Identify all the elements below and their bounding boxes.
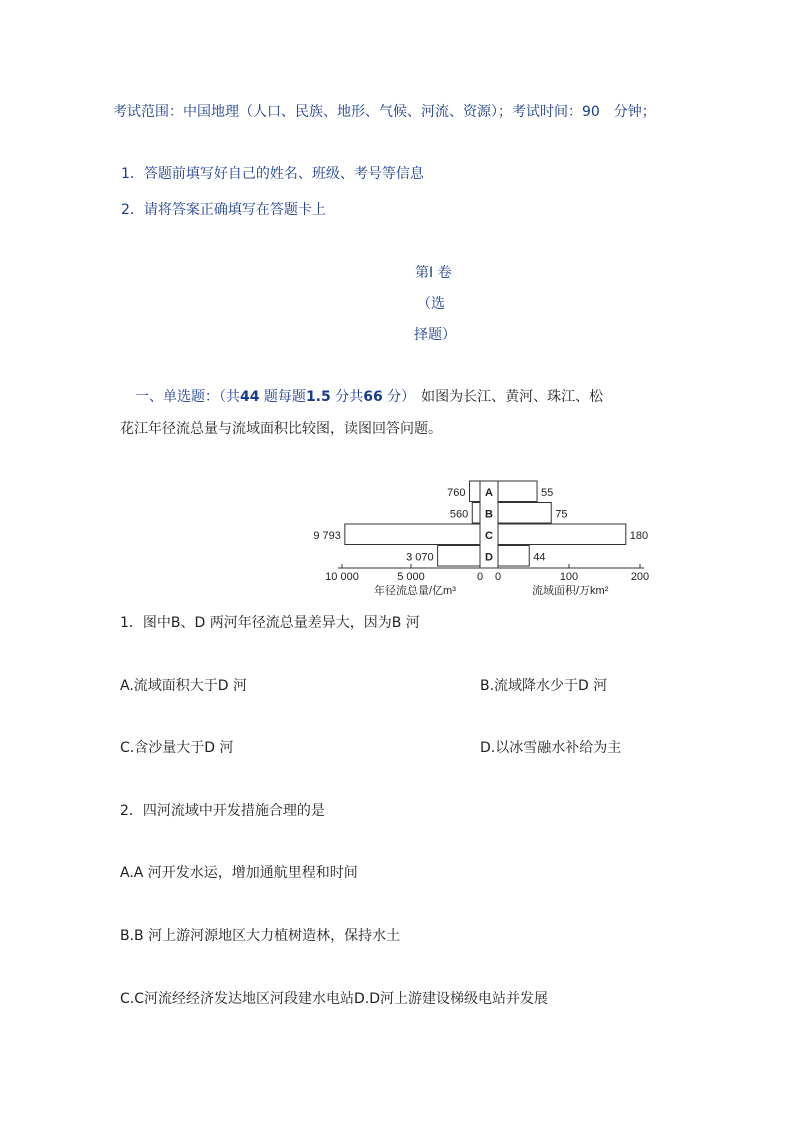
right-tick-label: 0	[494, 571, 502, 583]
runoff-bar-B	[472, 503, 480, 524]
exam-scope-header: 考试范围：中国地理（人口、民族、地形、气候、河流、资源）；考试时间：90 分钟；	[113, 104, 656, 120]
section-suffix: 分）	[382, 389, 416, 405]
score-each: 1.5	[305, 389, 331, 405]
left-axis-title: 年径流总量/亿m³	[374, 585, 456, 597]
question-count: 44	[240, 389, 260, 405]
runoff-bar-D	[438, 546, 480, 567]
section-mid-1: 题每题	[259, 389, 306, 405]
section-mid-2: 分共	[330, 389, 364, 405]
question-2-option-b[interactable]: B.B 河上游河源地区大力植树造林，保持水土	[120, 928, 401, 944]
right-axis-title: 流域面积/万km²	[532, 585, 609, 597]
runoff-label-D: 3 070	[406, 551, 434, 564]
runoff-bar-A	[470, 481, 480, 502]
runoff-label-B: 560	[449, 508, 469, 521]
left-tick-label: 5 000	[397, 571, 425, 583]
volume-title: 第Ⅰ 卷	[415, 265, 452, 281]
section-prefix: 一、单选题：（共	[135, 389, 240, 405]
note-2: 2．请将答案正确填写在答题卡上	[121, 202, 326, 218]
question-2-option-a[interactable]: A.A 河开发水运，增加通航里程和时间	[120, 865, 358, 881]
area-label-A: 55	[541, 487, 554, 499]
category-label-D: D	[485, 551, 493, 564]
volume-subtitle-1: （选	[417, 296, 445, 312]
area-label-C: 180	[629, 530, 649, 542]
area-bar-D	[498, 546, 529, 567]
right-tick-label: 100	[559, 571, 579, 583]
area-label-D: 44	[533, 551, 546, 564]
intro-line-1: 如图为长江、黄河、珠江、松	[421, 389, 604, 405]
runoff-label-C: 9 793	[313, 530, 341, 542]
question-2-options-cd[interactable]: C.C河流经经济发达地区河段建水电站D.D河上游建设梯级电站并发展	[120, 991, 549, 1007]
right-tick-label: 200	[630, 571, 650, 583]
section-heading	[135, 388, 603, 406]
question-1-option-a[interactable]: A.流域面积大于D 河	[120, 678, 248, 694]
area-bar-C	[498, 524, 626, 545]
question-2-stem: 2．四河流域中开发措施合理的是	[120, 803, 325, 819]
runoff-bar-C	[345, 524, 480, 545]
left-tick-label: 10 000	[325, 571, 359, 583]
category-label-A: A	[485, 487, 493, 499]
area-bar-B	[498, 503, 551, 524]
question-1-option-d[interactable]: D.以冰雪融水补给为主	[480, 740, 622, 756]
runoff-label-A: 760	[447, 487, 466, 499]
volume-subtitle-2: 择题）	[414, 327, 456, 343]
category-label-B: B	[485, 508, 493, 521]
area-bar-A	[498, 481, 537, 502]
question-1-option-b[interactable]: B.流域降水少于D 河	[480, 678, 608, 694]
area-label-B: 75	[555, 508, 568, 521]
question-1-option-c[interactable]: C.含沙量大于D 河	[120, 740, 234, 756]
river-comparison-chart	[310, 477, 650, 597]
left-tick-label: 0	[476, 571, 484, 583]
note-1: 1．答题前填写好自己的姓名、班级、考号等信息	[121, 166, 424, 182]
category-label-C: C	[485, 530, 493, 542]
intro-line-2: 花江年径流总量与流域面积比较图，读图回答问题。	[120, 421, 442, 437]
question-1-stem: 1．图中B、D 两河年径流总量差异大，因为B 河	[120, 615, 420, 631]
total-score: 66	[363, 389, 383, 405]
